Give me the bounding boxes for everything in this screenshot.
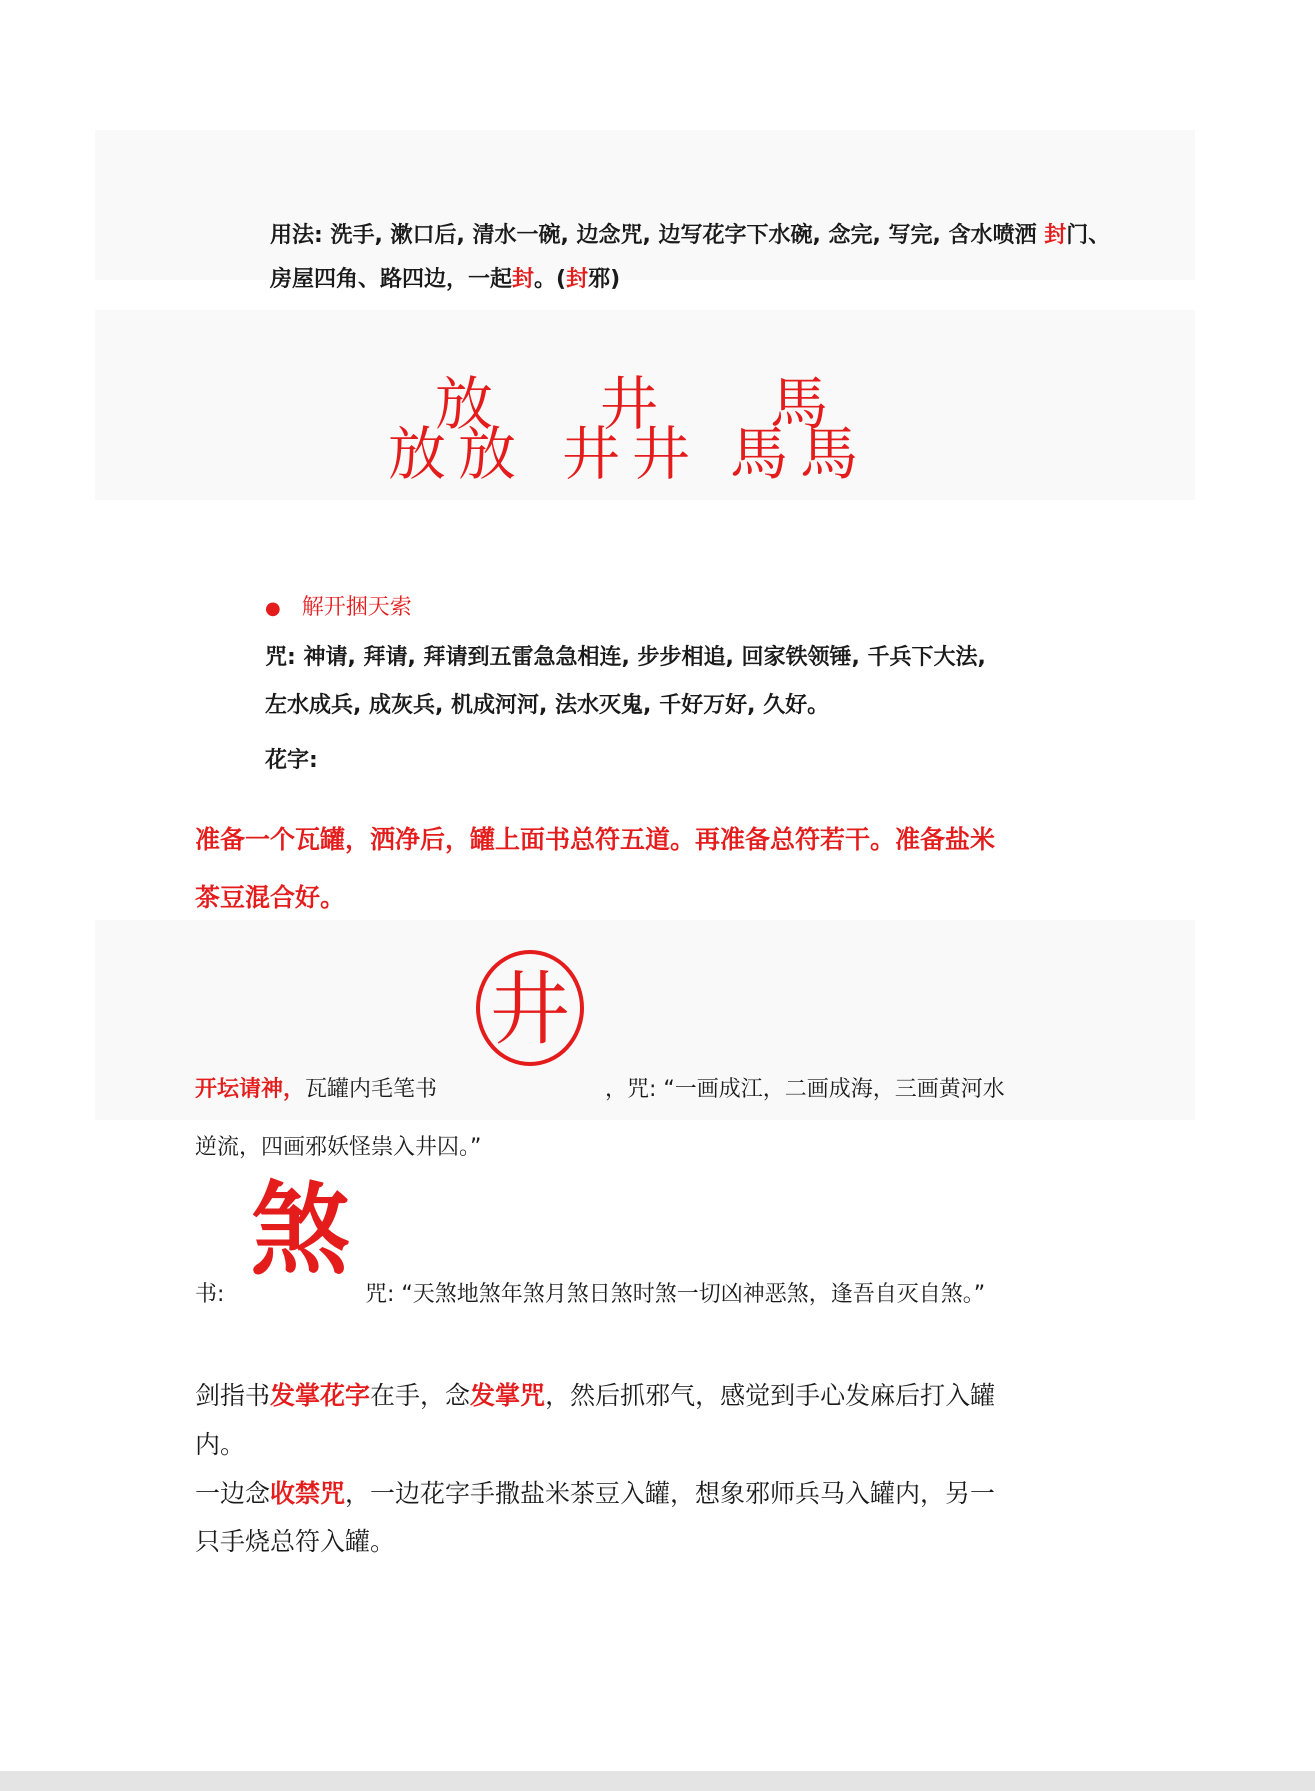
- final-line-2: 内。: [195, 1430, 246, 1459]
- final-line-3: 一边念收禁咒，一边花字手撒盐米茶豆入罐，想象邪师兵马入罐内，另一: [195, 1479, 996, 1508]
- usage-line-1: 用法: 洗手, 漱口后, 清水一碗, 边念咒, 边写花字下水碗, 念完, 写完, 含水喷洒 封门、: [270, 223, 1111, 248]
- altar-line-1: 开坛请神，瓦罐内毛笔书: [195, 1077, 438, 1102]
- scan-band: [95, 130, 1195, 280]
- section-heading: [265, 590, 412, 621]
- usage-line-2: 房屋四角、路四边，一起封。(封邪): [270, 267, 621, 292]
- altar-line-2: 逆流，四画邪妖怪祟入井囚。”: [195, 1135, 482, 1160]
- glyph-fang-left: 放: [388, 420, 447, 488]
- prep-line-2: 茶豆混合好。: [195, 883, 346, 912]
- sha-label: 书:: [195, 1282, 225, 1307]
- glyph-ma-top: 馬: [770, 370, 829, 438]
- page-bottom-bar: [0, 1771, 1315, 1791]
- final-line-1: 剑指书发掌花字在手，念发掌咒，然后抓邪气，感觉到手心发麻后打入罐: [195, 1381, 996, 1410]
- jing-seal-glyph: 井: [490, 963, 570, 1056]
- glyph-jing-right: 井: [632, 420, 691, 488]
- glyph-fang-top: 放: [435, 370, 494, 438]
- section-title: 解开捆天索: [301, 595, 412, 620]
- prep-line-1: 准备一个瓦罐，洒净后，罐上面书总符五道。再准备总符若干。准备盐米: [195, 825, 996, 854]
- jing-seal: [470, 945, 590, 1075]
- glyph-fang-right: 放: [458, 420, 517, 488]
- curse-line-1: 咒: 神请, 拜请, 拜请到五雷急急相连, 步步相追, 回家铁领锤, 千兵下大法,: [265, 645, 986, 670]
- sha-curse: 咒: “天煞地煞年煞月煞日煞时煞一切凶神恶煞，逢吾自灭自煞。”: [365, 1282, 986, 1307]
- glyph-sha: 煞: [250, 1171, 350, 1289]
- final-line-4: 只手烧总符入罐。: [195, 1527, 396, 1556]
- huazi-label: 花字:: [265, 748, 318, 773]
- glyph-ma-right: 馬: [800, 420, 859, 488]
- curse-line-2: 左水成兵, 成灰兵, 机成河河, 法水灭鬼, 千好万好, 久好。: [265, 693, 830, 718]
- altar-curse: ，咒: “一画成江，二画成海，三画黄河水: [605, 1077, 1005, 1102]
- glyph-jing-top: 井: [600, 370, 659, 438]
- bullet-icon: ●: [265, 598, 281, 619]
- glyph-ma-left: 馬: [730, 420, 789, 488]
- glyph-jing-left: 井: [562, 420, 621, 488]
